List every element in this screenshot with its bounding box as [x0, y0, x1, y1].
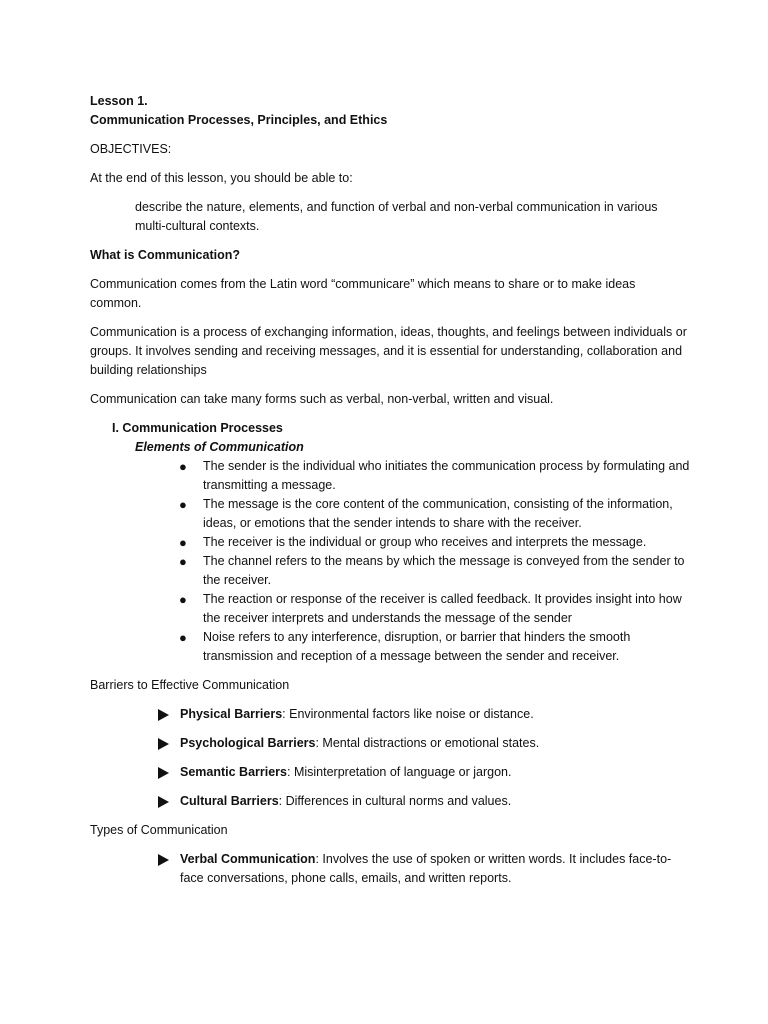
list-item-text: The receiver is the individual or group who receives and interprets the message. [203, 535, 647, 549]
objective-item: describe the nature, elements, and function of verbal and non-verbal communication in various multi-cultural contexts. [135, 200, 658, 233]
triangle-bullet-icon [158, 796, 169, 808]
section-heading-barriers: Barriers to Effective Communication [90, 678, 290, 692]
list-item [179, 495, 690, 533]
list-item-text: Noise refers to any interference, disruption, or barrier that hinders the smooth transmission and reception of a message between the sender and receiver. [203, 630, 631, 663]
bullet-dot-icon: ● [179, 535, 187, 550]
bullet-dot-icon: ● [179, 459, 187, 474]
lesson-number: Lesson 1. [90, 94, 148, 108]
list-item [179, 628, 690, 666]
list-item [179, 533, 690, 552]
bullet-dot-icon: ● [179, 554, 187, 569]
triangle-bullet-icon [158, 854, 169, 866]
paragraph-forms: Communication can take many forms such as verbal, non-verbal, written and visual. [90, 392, 554, 406]
barrier-term: Physical Barriers [180, 707, 283, 721]
elements-list [90, 457, 690, 666]
list-item [180, 763, 690, 782]
list-item [179, 552, 690, 590]
triangle-bullet-icon [158, 738, 169, 750]
section-heading-types: Types of Communication [90, 823, 228, 837]
paragraph-definition: Communication is a process of exchanging information, ideas, thoughts, and feelings between individuals or groups. It involves sending and receiving messages, and it is essential for understanding, collaboration and building relationships [90, 325, 687, 377]
bullet-dot-icon: ● [179, 630, 187, 645]
list-item [180, 734, 690, 753]
list-item-text: The channel refers to the means by which the message is conveyed from the sender to the receiver. [203, 554, 685, 587]
types-list [90, 850, 690, 888]
barrier-term: Semantic Barriers [180, 765, 288, 779]
section-heading-processes: I. Communication Processes [112, 421, 283, 435]
bullet-dot-icon: ● [179, 592, 187, 607]
list-item [180, 850, 690, 888]
list-item [179, 590, 690, 628]
lesson-header [90, 92, 690, 130]
barriers-list [90, 705, 690, 811]
barrier-description: : Environmental factors like noise or distance. [282, 707, 534, 721]
list-item [180, 705, 690, 724]
triangle-bullet-icon [158, 709, 169, 721]
document-page [90, 92, 690, 898]
subheading-elements: Elements of Communication [135, 440, 304, 454]
paragraph-etymology: Communication comes from the Latin word “communicare” which means to share or to make ideas common. [90, 277, 636, 310]
type-description: : Involves the use of spoken or written words. It includes face-to-face conversations, phone calls, emails, and written reports. [180, 852, 672, 885]
list-item-text: The reaction or response of the receiver is called feedback. It provides insight into how the receiver interprets and understands the message of the sender [203, 592, 682, 625]
type-term: Verbal Communication [180, 852, 316, 866]
lesson-title: Communication Processes, Principles, and Ethics [90, 113, 388, 127]
barrier-term: Cultural Barriers [180, 794, 279, 808]
section-heading-what-is: What is Communication? [90, 248, 240, 262]
list-item-text: The message is the core content of the communication, consisting of the information, ideas, or emotions that the sender intends to share with the receiver. [203, 497, 673, 530]
barrier-description: : Misinterpretation of language or jargon. [287, 765, 512, 779]
objectives-intro: At the end of this lesson, you should be able to: [90, 171, 353, 185]
barrier-term: Psychological Barriers [180, 736, 316, 750]
triangle-bullet-icon [158, 767, 169, 779]
list-item [180, 792, 690, 811]
list-item [179, 457, 690, 495]
barrier-description: : Differences in cultural norms and values. [278, 794, 512, 808]
objectives-label: OBJECTIVES: [90, 142, 172, 156]
list-item-text: The sender is the individual who initiates the communication process by formulating and transmitting a message. [203, 459, 690, 492]
barrier-description: : Mental distractions or emotional states. [315, 736, 540, 750]
bullet-dot-icon: ● [179, 497, 187, 512]
